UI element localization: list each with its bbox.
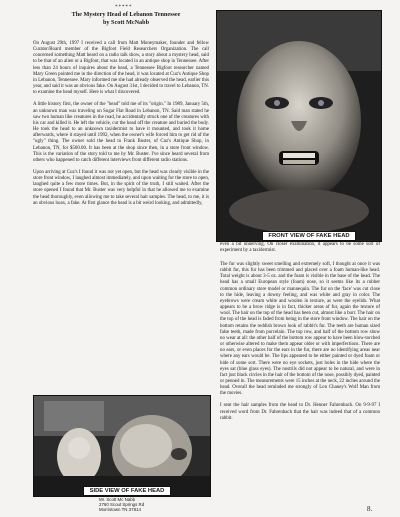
paragraph-intro: On August 29th, 1997 I received a call from Matt Moneymaker, founder and fellow Curator/Board member of the Bigfoot Field Researchers Organization. The call concerned something Matt heard on a radio talk show, a story about a mystery head, said to be that of an alien or a Bigfoot, that was located in an antique shop in Tennessee. After less than 24 hours of inquires about the head, a Tennessee Bigfoot researcher named Mary Green pointed me in the direction of the head, it was located at Cuz's Antique Shop in Lebanon, Tennessee. Mary informed me she had already observed the head, earlier this year, and said it was an obvious fake. On August 31st, I decided to travel to Lebanon, TN. to examine the head myself. Here is what I discovered.	[33, 41, 210, 96]
paragraph-closer-look: even a bit unnerving. On closer examination, it appears to be some sort of experiment by a taxidermist.	[220, 242, 380, 254]
article-title	[40, 11, 212, 27]
header-stars: *****	[115, 5, 133, 10]
paragraph-conclusion: I sent the hair samples from the head to Dr. Henner Fahrenbach. On 9-9-97 I received word from Dr. Fahrenbach that the hair was indeed that of a common rabbit.	[220, 403, 380, 421]
side-view-photo	[33, 395, 211, 497]
address-street: 2760 Scout Springs Rd	[99, 502, 145, 507]
page-number: 8.	[367, 505, 373, 513]
paragraph-arrival: Upon arriving at Cuz's I found it was not yet open, but the head was clearly visible in the store front window, I laughed almost immediately, and upon waiting for the store to open, laughed quite a few more times. But, in the spirit of the truth, I still waited. After the store opened I found that Mr. Buster was very helpful in that he allowed me to examine the head thoroughly, even allowing me to take several hair samples. The head, to me, it is an obvious hoax, a fake. At first glance the head is a bit weird looking, and admittedly,	[33, 169, 209, 206]
author-address	[99, 497, 144, 512]
front-view-photo	[216, 10, 382, 242]
right-column-top	[220, 242, 380, 260]
left-column	[33, 41, 209, 213]
side-view-image	[34, 396, 210, 496]
paragraph-history: A little history first, the owner of the "head" told me of its "origin." In 1989, January 5th, an unknown man was traveling on Sugar Flat Road in Lebanon, TN. Said man stated he saw two human like creatures in the road, he accidentally struck one of the creatures with his car and killed it. He left the vehicle, cut the head off the creature and buried the body. He took the head to an unknown taxidermist to have it mounted, and took it home afterwards, where it stayed until 1992, when the owner's wife forced him to get rid of the "ugly" thing. The owner sold the head to Frank Buster, of Cuz's Antique Shop, in Lebanon, TN, for $500.00. It has been at the shop since then, in a store front window. This is the variation of the story told to me by Mr. Buster. I've since heard several from others who happened to catch different interviews from different radio stations.	[33, 102, 209, 163]
front-view-image	[217, 11, 381, 241]
title-byline: by Scott McNabb	[102, 19, 150, 26]
side-view-caption: SIDE VIEW OF FAKE HEAD	[83, 486, 171, 496]
paragraph-description: The fur was slightly sweet smelling and extremely soft, I thought at once it was rabbit fur, this fur has been trimmed and placed over a foam human-like head. Total weight is about 3-5 oz. and the foam is visible in the base of the head. The head has a small European style (foam) nose, so it seems like its a rubber common ordinary store model or mannequin. The fur on the 'face' was cut close to the hide, leaving a downy feeling, and was white and gray in color. The eyebrows were cream white and woolen in texture, as were the eyelids. What appears to be a brow ridge is in fact, thicker areas of fur, again the texture of wool. The hair on the top of the head has been cut, almost like a burr. The hair on the top of the head is faded from being in the store front window. The hair on the bottom retains the reddish brown look of rabbit's fur. The teeth are human sized false teeth, made from porcelain. The top row, and half of the bottom row show no wear at all: the other half of the bottom row appear to have been blow-torched or otherwise altered to make them appear older or with imperfections. There are no ears, or even places for the ears in the fur, there are no identifying areas near where any ears would be. The lips appeared to be either painted or dyed foam or hide of some sort. There were no eye sockets, just holes in the hide where the eyes sat (blue glass eyes). The nostrils did not appear to be natural, and were in fact just black circles in the hair of the bottom of the nose, possibly dyed, painted or penned in. The measurements were 15 inches at the neck, 22 inches around the head. Overall the head reminded me strongly of Lon Chaney's Wolf Man from the movies.	[220, 262, 380, 397]
title-main: The Mystery Head of Lebanon Tennessee	[71, 11, 181, 18]
right-column	[220, 262, 380, 428]
front-view-caption: FRONT VIEW OF FAKE HEAD	[262, 231, 356, 241]
address-city: Morristown TN 37814	[99, 507, 141, 512]
address-name: Mr. Scott Mc Nabb	[99, 497, 136, 502]
